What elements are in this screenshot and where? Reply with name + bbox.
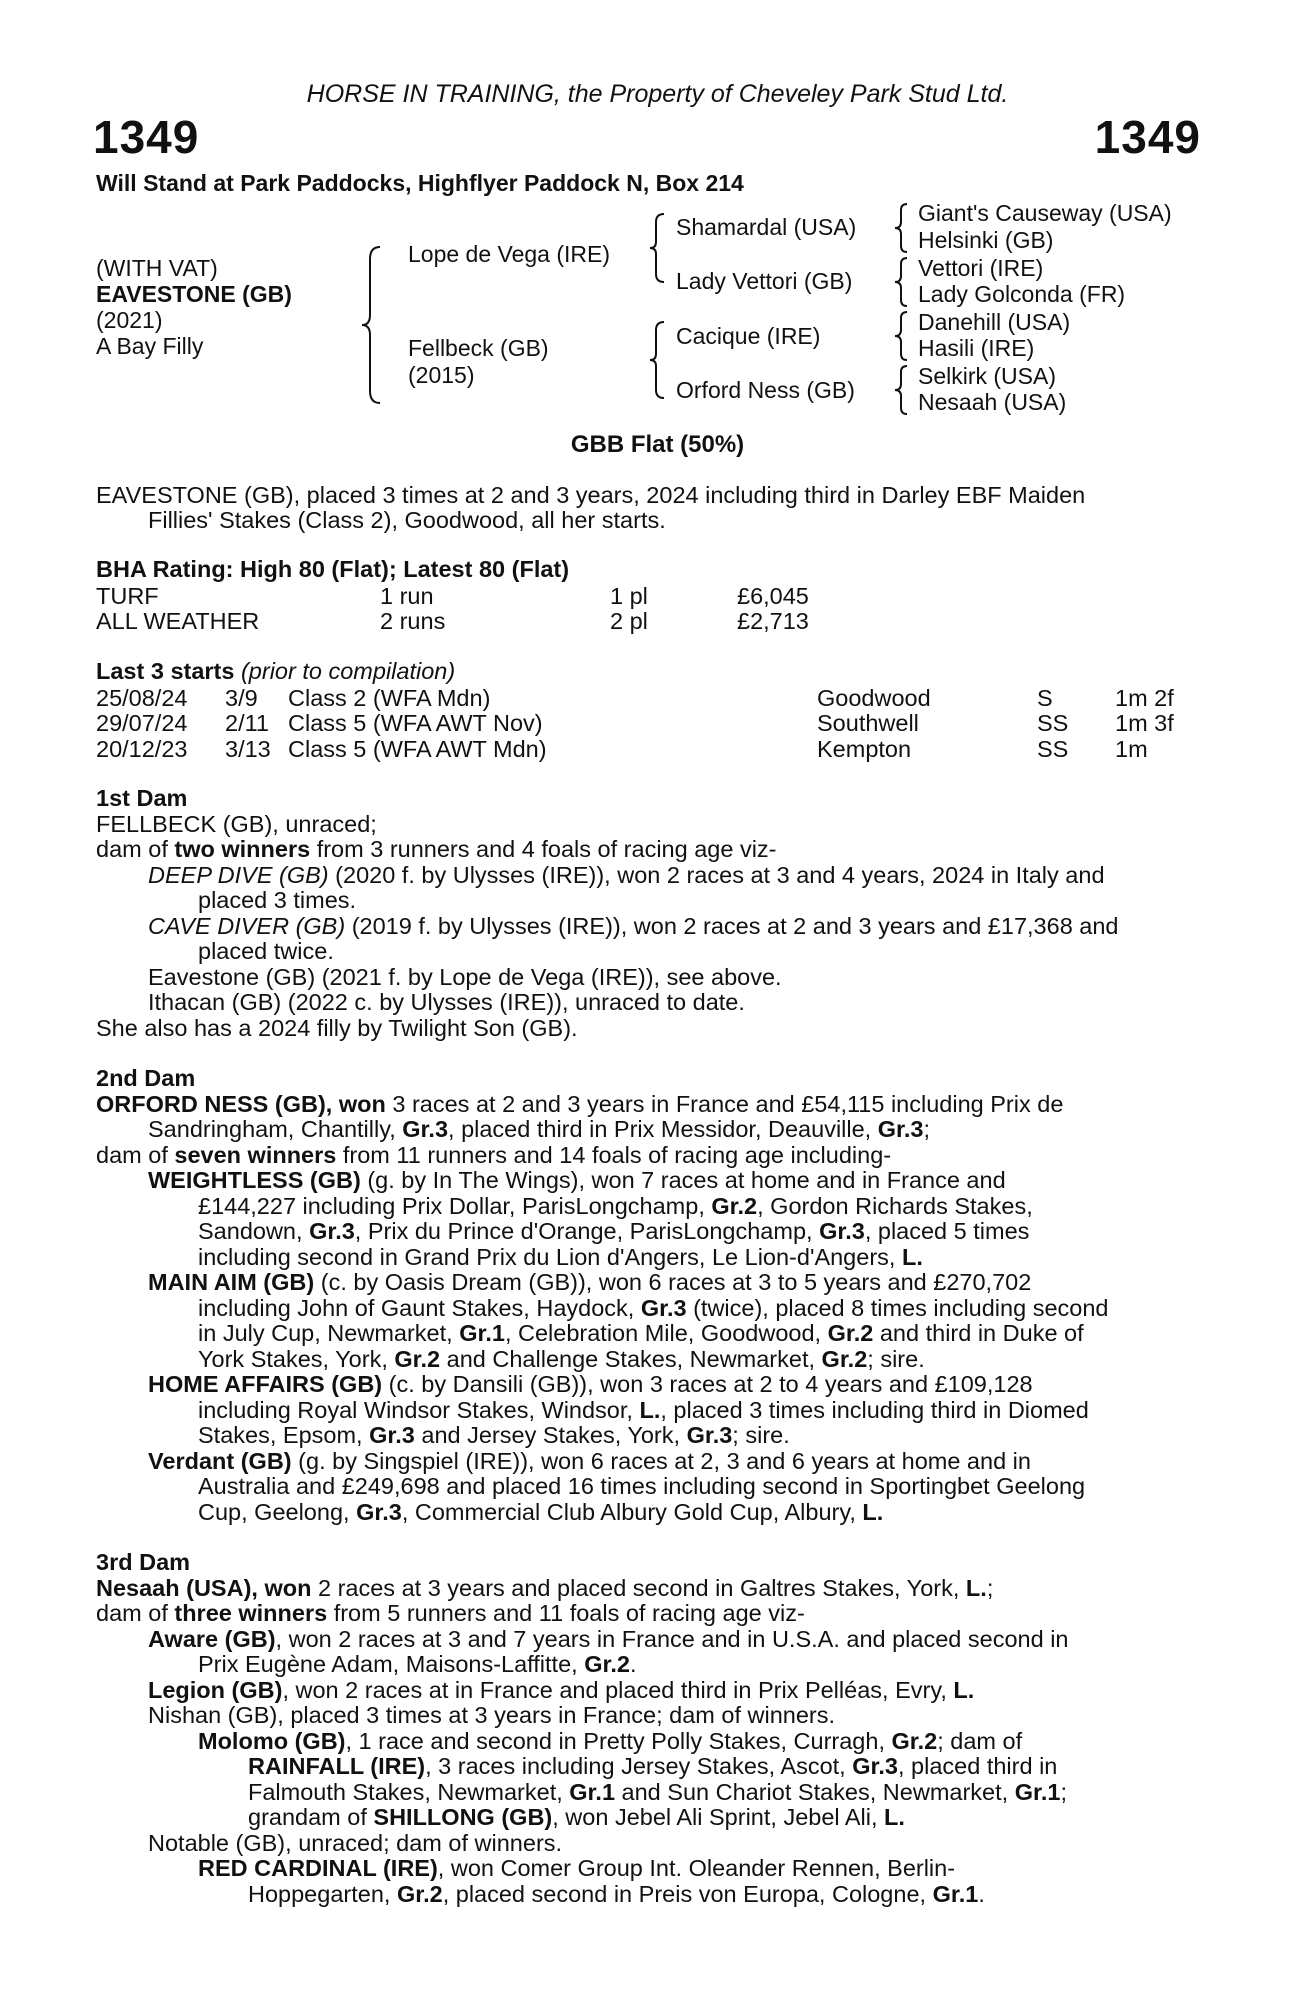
second-dam-line: HOME AFFAIRS (GB) (c. by Dansili (GB)), won 3 races at 2 to 4 years and £109,128 — [148, 1371, 1033, 1397]
rating-label: GBB Flat (50%) — [570, 431, 745, 458]
last-starts-heading — [96, 659, 455, 685]
third-dam-line: Falmouth Stakes, Newmarket, Gr.1 and Sun Chariot Stakes, Newmarket, Gr.1; — [248, 1779, 1067, 1805]
sire-brace — [648, 212, 668, 284]
stable-location: Will Stand at Park Paddocks, Highflyer Paddock N, Box 214 — [96, 170, 744, 196]
start-race: Class 5 (WFA AWT Nov) — [288, 710, 543, 736]
page-header-title: HORSE IN TRAINING, the Property of Cheveley Park Stud Ltd. — [306, 80, 1009, 108]
dam-year: (2015) — [408, 362, 475, 388]
bha-surface: ALL WEATHER — [96, 608, 260, 634]
bha-runs: 2 runs — [380, 608, 446, 634]
second-dam-line: Cup, Geelong, Gr.3, Commercial Club Albury Gold Cup, Albury, L. — [198, 1499, 884, 1525]
summary-line-2: Fillies' Stakes (Class 2), Goodwood, all her starts. — [148, 507, 666, 533]
start-course: Kempton — [817, 736, 912, 762]
first-dam-line: DEEP DIVE (GB) (2020 f. by Ulysses (IRE)), won 2 races at 3 and 4 years, 2024 in Italy and — [148, 862, 1105, 888]
sire-name: Lope de Vega (IRE) — [408, 241, 611, 267]
third-dam-line: Hoppegarten, Gr.2, placed second in Preis von Europa, Cologne, Gr.1. — [248, 1881, 985, 1907]
second-dam-line: including John of Gaunt Stakes, Haydock, Gr.3 (twice), placed 8 times including second — [198, 1295, 1109, 1321]
bha-rating-title: BHA Rating: High 80 (Flat); Latest 80 (Flat) — [96, 556, 570, 582]
second-dam-line: Verdant (GB) (g. by Singspiel (IRE)), won 6 races at 2, 3 and 6 years at home and in — [148, 1448, 1031, 1474]
horse-name: EAVESTONE (GB) — [96, 281, 292, 307]
first-dam-line: Ithacan (GB) (2022 c. by Ulysses (IRE)), unraced to date. — [148, 989, 745, 1015]
third-dam-line: Nishan (GB), placed 3 times at 3 years in France; dam of winners. — [148, 1702, 836, 1728]
second-dam-line: Stakes, Epsom, Gr.3 and Jersey Stakes, York, Gr.3; sire. — [198, 1422, 790, 1448]
dss-name: Danehill (USA) — [918, 309, 1071, 335]
start-course: Goodwood — [817, 685, 931, 711]
start-going: SS — [1037, 710, 1069, 736]
second-dam-line: WEIGHTLESS (GB) (g. by In The Wings), won 7 races at home and in France and — [148, 1167, 1006, 1193]
bha-placed: 2 pl — [610, 608, 648, 634]
third-dam-line: RAINFALL (IRE), 3 races including Jersey Stakes, Ascot, Gr.3, placed third in — [248, 1753, 1058, 1779]
dam-sire: Cacique (IRE) — [676, 323, 821, 349]
second-dam-line: MAIN AIM (GB) (c. by Oasis Dream (GB)), won 6 races at 3 to 5 years and £270,702 — [148, 1269, 1032, 1295]
vat-label: (WITH VAT) — [96, 255, 218, 281]
first-dam-line: CAVE DIVER (GB) (2019 f. by Ulysses (IRE)), won 2 races at 2 and 3 years and £17,368 and — [148, 913, 1119, 939]
first-dam-line: placed twice. — [198, 938, 334, 964]
start-date: 20/12/23 — [96, 736, 188, 762]
second-dam-line: Sandown, Gr.3, Prix du Prince d'Orange, ParisLongchamp, Gr.3, placed 5 times — [198, 1218, 1030, 1244]
third-dam-line: Aware (GB), won 2 races at 3 and 7 years in France and in U.S.A. and placed second in — [148, 1626, 1069, 1652]
dam-name: Fellbeck (GB) — [408, 335, 549, 361]
second-dam-line: in July Cup, Newmarket, Gr.1, Celebration Mile, Goodwood, Gr.2 and third in Duke of — [198, 1320, 1084, 1346]
bha-prize: £2,713 — [737, 608, 809, 634]
sds-name: Vettori (IRE) — [918, 255, 1044, 281]
ssd-name: Helsinki (GB) — [918, 227, 1054, 253]
third-dam-line: RED CARDINAL (IRE), won Comer Group Int. Oleander Rennen, Berlin- — [198, 1855, 956, 1881]
first-dam-line: Eavestone (GB) (2021 f. by Lope de Vega (IRE)), see above. — [148, 964, 782, 990]
second-dam-line: Australia and £249,698 and placed 16 times including second in Sportingbet Geelong — [198, 1473, 1086, 1499]
pedigree-brace-main — [360, 245, 384, 405]
dam-dam: Orford Ness (GB) — [676, 377, 855, 403]
second-dam-line: Sandringham, Chantilly, Gr.3, placed third in Prix Messidor, Deauville, Gr.3; — [148, 1116, 930, 1142]
start-distance: 1m 3f — [1115, 710, 1174, 736]
start-distance: 1m 2f — [1115, 685, 1174, 711]
dsd-name: Hasili (IRE) — [918, 335, 1035, 361]
second-dam-line: dam of seven winners from 11 runners and 14 foals of racing age including- — [96, 1142, 892, 1168]
last-starts-note: (prior to compilation) — [240, 658, 456, 684]
sire-dam: Lady Vettori (GB) — [676, 268, 853, 294]
sss-name: Giant's Causeway (USA) — [918, 200, 1172, 226]
dds-name: Selkirk (USA) — [918, 363, 1057, 389]
start-going: SS — [1037, 736, 1069, 762]
dd-brace — [893, 364, 911, 416]
first-dam-line: dam of two winners from 3 runners and 4 foals of racing age viz- — [96, 836, 777, 862]
third-dam-line: Notable (GB), unraced; dam of winners. — [148, 1830, 563, 1856]
sdd-name: Lady Golconda (FR) — [918, 281, 1126, 307]
ss-brace — [893, 202, 911, 254]
third-dam-line: grandam of SHILLONG (GB), won Jebel Ali Sprint, Jebel Ali, L. — [248, 1804, 905, 1830]
start-distance: 1m — [1115, 736, 1148, 762]
bha-runs: 1 run — [380, 583, 434, 609]
first-dam-title: 1st Dam — [96, 785, 188, 811]
ds-brace — [893, 310, 911, 362]
sd-brace — [893, 256, 911, 308]
start-date: 25/08/24 — [96, 685, 188, 711]
ddd-name: Nesaah (USA) — [918, 389, 1067, 415]
first-dam-line: placed 3 times. — [198, 887, 357, 913]
start-position: 2/11 — [225, 710, 269, 736]
start-race: Class 5 (WFA AWT Mdn) — [288, 736, 547, 762]
start-race: Class 2 (WFA Mdn) — [288, 685, 491, 711]
lot-number-right: 1349 — [1094, 111, 1201, 163]
second-dam-line: ORFORD NESS (GB), won 3 races at 2 and 3 years in France and £54,115 including Prix de — [96, 1091, 1064, 1117]
bha-surface: TURF — [96, 583, 159, 609]
start-position: 3/9 — [225, 685, 258, 711]
third-dam-line: Nesaah (USA), won 2 races at 3 years and placed second in Galtres Stakes, York, L.; — [96, 1575, 994, 1601]
second-dam-line: including Royal Windsor Stakes, Windsor, L., placed 3 times including third in Diomed — [198, 1397, 1089, 1423]
dam-brace — [648, 320, 668, 400]
third-dam-line: Prix Eugène Adam, Maisons-Laffitte, Gr.2. — [198, 1651, 637, 1677]
third-dam-title: 3rd Dam — [96, 1549, 191, 1575]
bha-placed: 1 pl — [610, 583, 648, 609]
sire-sire: Shamardal (USA) — [676, 214, 857, 240]
lot-number-left: 1349 — [93, 111, 200, 163]
second-dam-title: 2nd Dam — [96, 1065, 196, 1091]
second-dam-line: £144,227 including Prix Dollar, ParisLongchamp, Gr.2, Gordon Richards Stakes, — [198, 1193, 1033, 1219]
summary-line-1: EAVESTONE (GB), placed 3 times at 2 and 3 years, 2024 including third in Darley EBF Maiden — [96, 482, 1086, 508]
third-dam-line: dam of three winners from 5 runners and 11 foals of racing age viz- — [96, 1600, 805, 1626]
first-dam-line: FELLBECK (GB), unraced; — [96, 811, 377, 837]
start-position: 3/13 — [225, 736, 271, 762]
start-going: S — [1037, 685, 1053, 711]
last-starts-title: Last 3 starts — [96, 658, 235, 684]
second-dam-line: including second in Grand Prix du Lion d'Angers, Le Lion-d'Angers, L. — [198, 1244, 923, 1270]
bha-prize: £6,045 — [737, 583, 809, 609]
horse-description: A Bay Filly — [96, 333, 204, 359]
first-dam-line: She also has a 2024 filly by Twilight Son (GB). — [96, 1015, 578, 1041]
second-dam-line: York Stakes, York, Gr.2 and Challenge Stakes, Newmarket, Gr.2; sire. — [198, 1346, 925, 1372]
third-dam-line: Legion (GB), won 2 races at in France and placed third in Prix Pelléas, Evry, L. — [148, 1677, 975, 1703]
start-date: 29/07/24 — [96, 710, 188, 736]
horse-year: (2021) — [96, 307, 163, 333]
third-dam-line: Molomo (GB), 1 race and second in Pretty Polly Stakes, Curragh, Gr.2; dam of — [198, 1728, 1023, 1754]
start-course: Southwell — [817, 710, 919, 736]
